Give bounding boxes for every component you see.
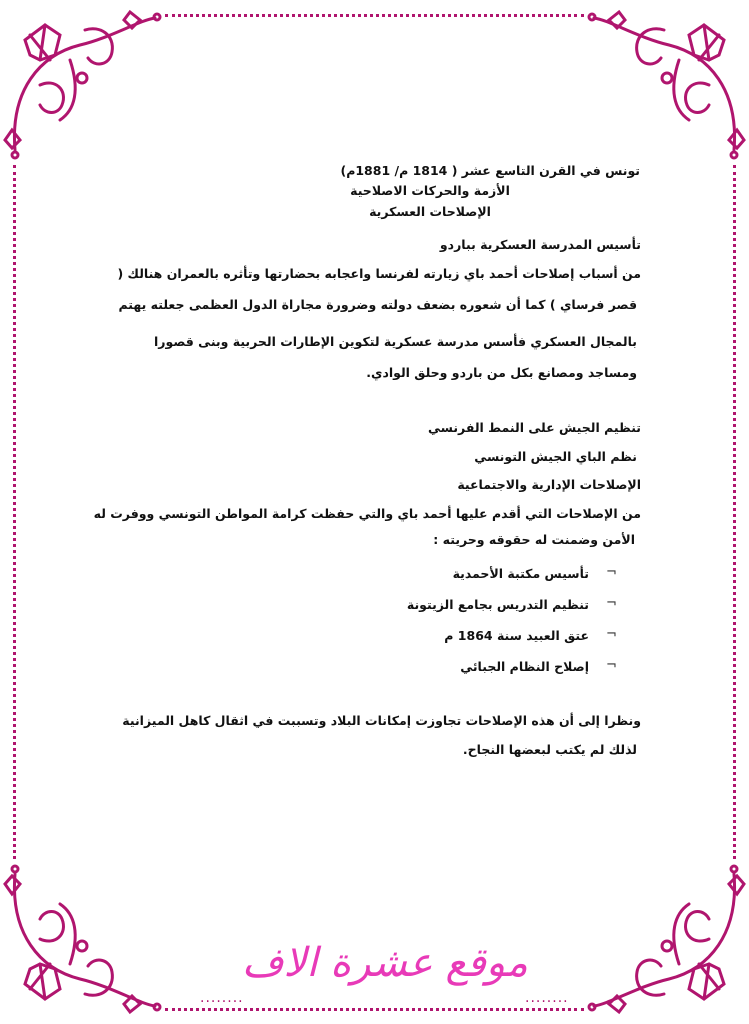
watermark-dots-right: ........ [525,990,569,1006]
site-watermark: موقع عشرة الاف [242,940,528,986]
list-item: إصلاح النظام الجبائي [460,659,589,674]
paragraph-line: الأمن وضمنت له حقوقه وحريته : [433,532,635,547]
paragraph-line: لذلك لم يكتب لبعضها النجاح. [462,742,637,757]
section-heading: تأسيس المدرسة العسكرية بباردو [439,237,641,252]
corner-ornament-top-left [0,0,165,165]
section-heading: الإصلاحات الإدارية والاجتماعية [457,477,641,492]
bullet-icon: ¬ [606,596,617,611]
bullet-icon: ¬ [606,565,617,580]
paragraph-line: من أسباب إصلاحات أحمد باي زيارته لفرنسا واعجابه بحضارتها وتأثره بالعمران هنالك ( [117,266,641,281]
section-heading: تنظيم الجيش على النمط الفرنسي [428,420,641,435]
bottom-border [165,1008,584,1011]
bullet-icon: ¬ [606,658,617,673]
bullet-icon: ¬ [606,627,617,642]
paragraph-line: ومساجد ومصانع بكل من باردو وحلق الوادي. [366,365,637,380]
corner-ornament-bottom-right [584,859,749,1024]
paragraph-line: قصر فرساي ) كما أن شعوره بضعف دولته وضرورة مجاراة الدول العظمى جعلته يهتم [118,297,637,312]
corner-ornament-top-right [584,0,749,165]
paragraph-line: من الإصلاحات التي أقدم عليها أحمد باي والتي حفظت كرامة المواطن التونسي ووفرت له [93,506,641,521]
title-line-2: الأزمة والحركات الاصلاحية [350,183,510,198]
title-line-1: تونس في القرن التاسع عشر ( 1814 م/ 1881م) [340,163,640,178]
sub-heading: نظم الباي الجيش التونسي [474,449,637,464]
paragraph-line: ونظرا إلى أن هذه الإصلاحات تجاوزت إمكانات البلاد وتسببت في اثقال كاهل الميزانية [122,713,641,728]
corner-ornament-bottom-left [0,859,165,1024]
list-item: تأسيس مكتبة الأحمدية [452,566,589,581]
left-border [13,165,16,859]
watermark-dots-left: ........ [200,990,244,1006]
paragraph-line: بالمجال العسكري فأسس مدرسة عسكرية لتكوين الإطارات الحربية وبنى قصورا [154,334,637,349]
right-border [733,165,736,859]
title-line-3: الإصلاحات العسكرية [369,204,491,219]
list-item: تنظيم التدريس بجامع الزيتونة [406,597,589,612]
list-item: عتق العبيد سنة 1864 م [444,628,589,643]
top-border [165,14,584,17]
